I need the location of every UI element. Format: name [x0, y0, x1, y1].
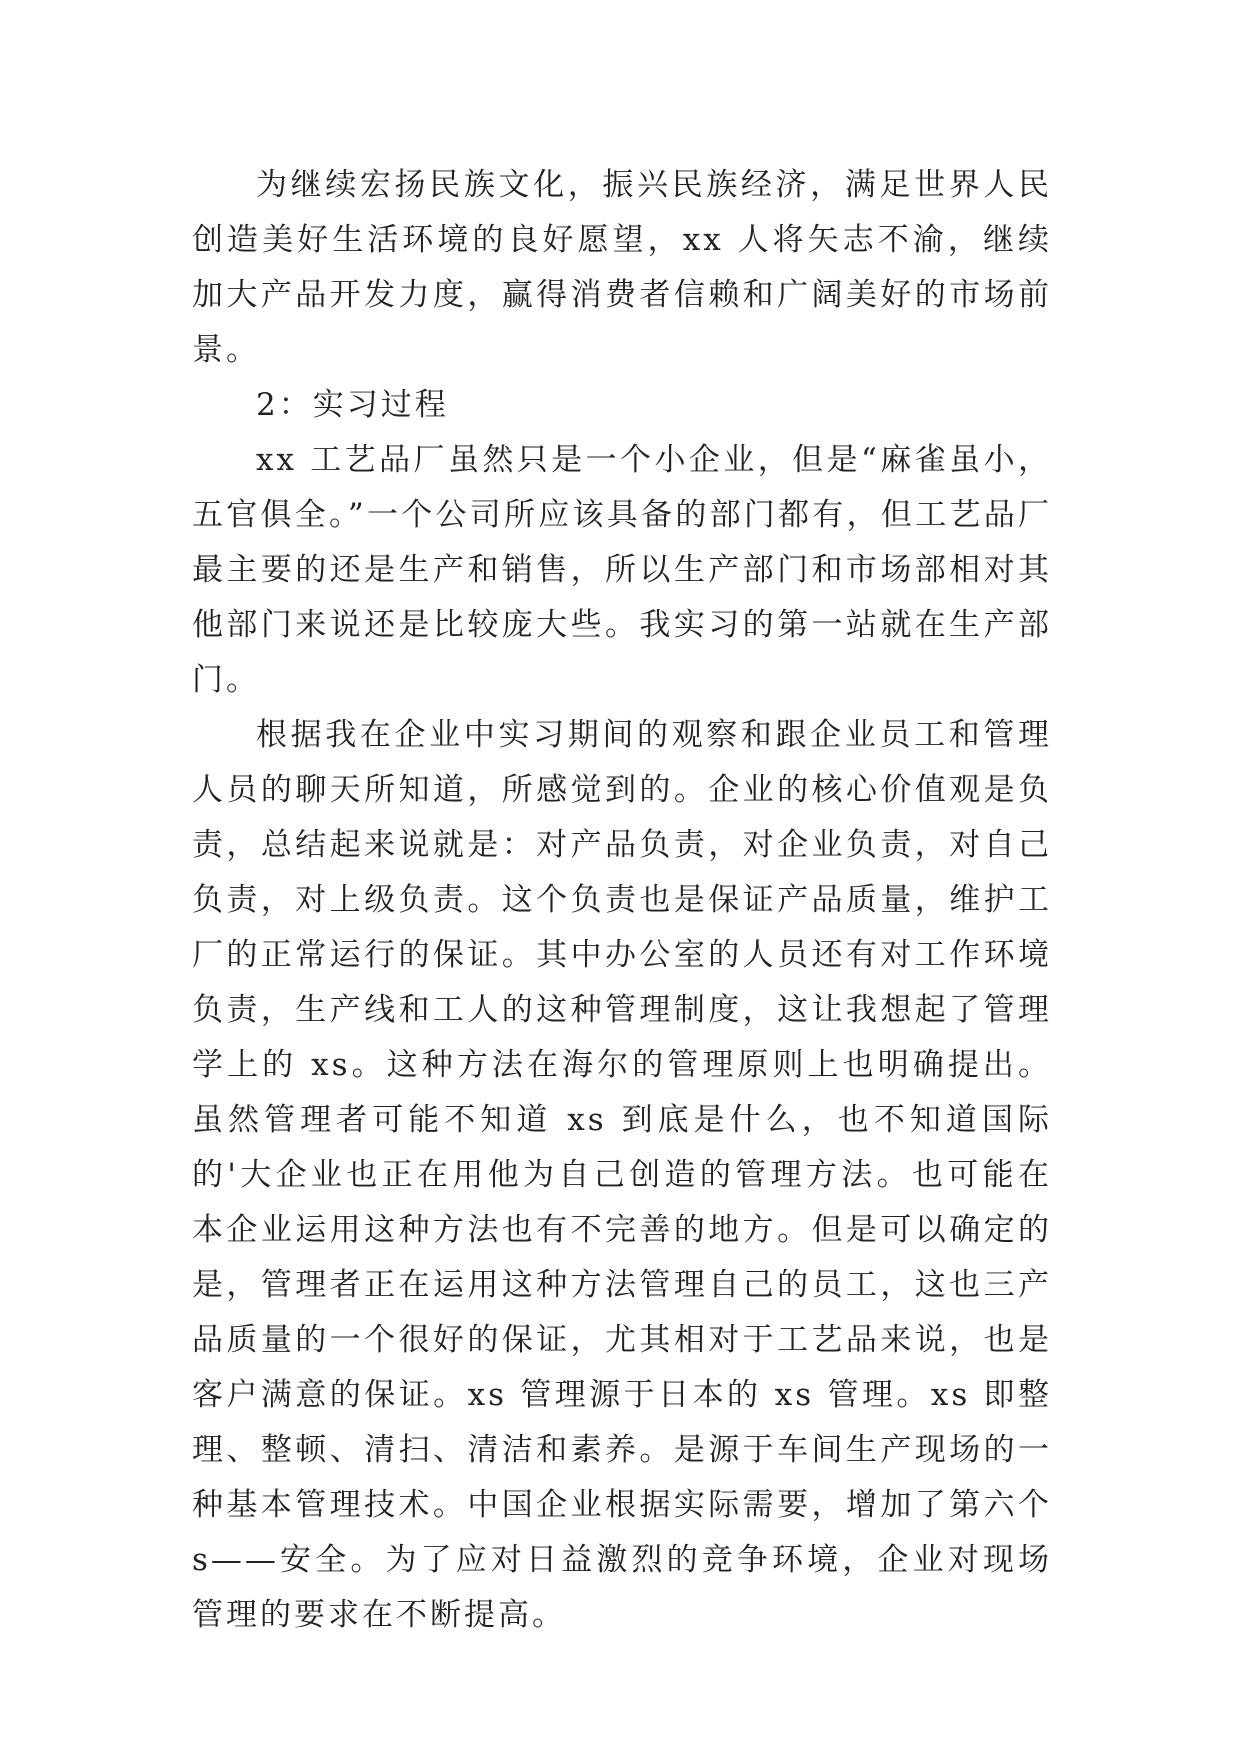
document-body — [192, 158, 1052, 1643]
paragraph-company-departments: xx 工艺品厂虽然只是一个小企业，但是“麻雀虽小，五官俱全。”一个公司所应该具备的部门都有，但工艺品厂最主要的还是生产和销售，所以生产部门和市场部相对其他部门来说还是比较庞大些。我实习的第一站就在生产部门。 — [192, 442, 1052, 698]
paragraph-intro-closing: 为继续宏扬民族文化，振兴民族经济，满足世界人民创造美好生活环境的良好愿望，xx 人将矢志不渝，继续加大产品开发力度，赢得消费者信赖和广阔美好的市场前景。 — [192, 167, 1052, 368]
paragraph-core-values: 根据我在企业中实习期间的观察和跟企业员工和管理人员的聊天所知道，所感觉到的。企业的核心价值观是负责，总结起来说就是：对产品负责，对企业负责，对自己负责，对上级负责。这个负责也是保证产品质量，维护工厂的正常运行的保证。其中办公室的人员还有对工作环境负责，生产线和工人的这种管理制度，这让我想起了管理学上的 xs。这种方法在海尔的管理原则上也明确提出。虽然管理者可能不知道 xs 到底是什么，也不知道国际的'大企业也正在用他为自己创造的管理方法。也可能在本企业运用这种方法也有不完善的地方。但是可以确定的是，管理者正在运用这种方法管理自己的员工，这也三产品质量的一个很好的保证，尤其相对于工艺品来说，也是客户满意的保证。xs 管理源于日本的 xs 管理。xs 即整理、整顿、清扫、清洁和素养。是源于车间生产现场的一种基本管理技术。中国企业根据实际需要，增加了第六个 s——安全。为了应对日益激烈的竞争环境，企业对现场管理的要求在不断提高。 — [192, 717, 1052, 1633]
section-heading-internship-process: 2：实习过程 — [256, 387, 449, 423]
